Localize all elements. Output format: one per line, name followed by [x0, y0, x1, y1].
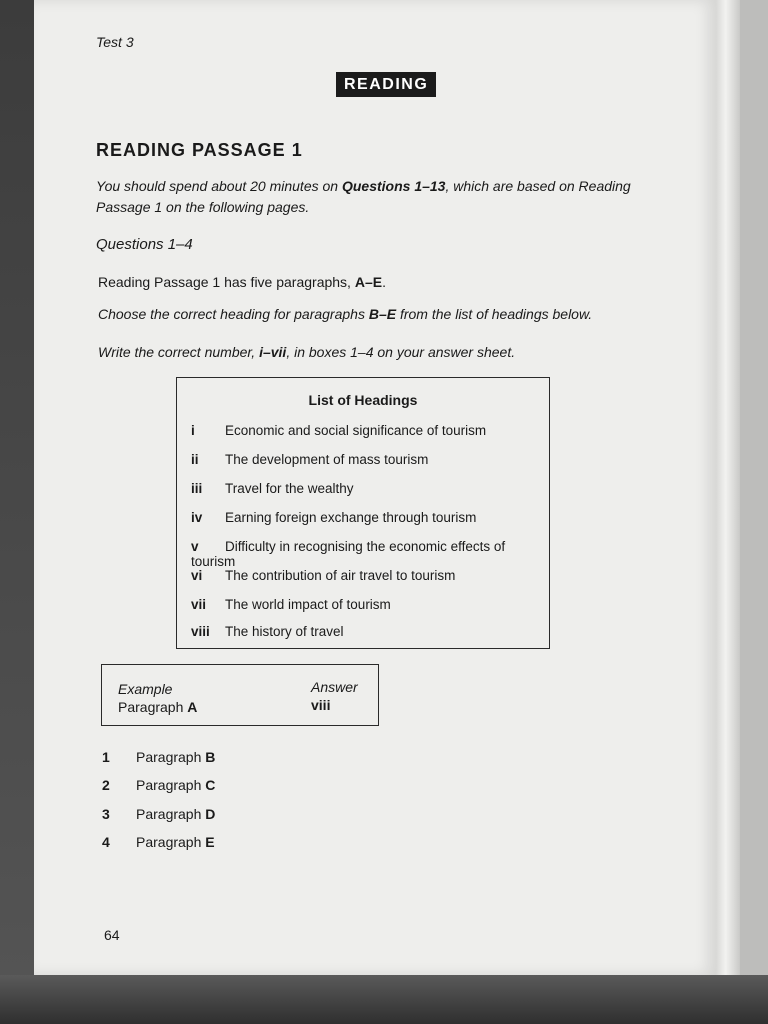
time-instruction-text-end: , which are based on Reading [445, 178, 631, 194]
section-badge: READING [336, 72, 436, 97]
heading-numeral: iv [191, 510, 203, 525]
question-paragraph-letter: C [205, 777, 216, 793]
heading-numeral: viii [191, 624, 210, 639]
write-answer-instruction [98, 342, 515, 363]
heading-text: The contribution of air travel to tourism [225, 568, 456, 583]
heading-numeral: ii [191, 452, 199, 467]
heading-numeral: i [191, 423, 195, 438]
heading-text: Earning foreign exchange through tourism [225, 510, 477, 525]
question-number: 1 [102, 749, 110, 765]
heading-text: Difficulty in recognising the economic effects of tourism [191, 539, 506, 569]
choose-range: B–E [368, 306, 397, 322]
page-number: 64 [104, 927, 120, 943]
heading-item [191, 510, 476, 525]
write-text: Write the correct number, [98, 344, 260, 360]
heading-item [191, 624, 344, 639]
choose-heading-instruction [98, 304, 592, 325]
example-paragraph-letter: A [187, 699, 198, 715]
choose-text-end: from the list of headings below. [396, 306, 593, 322]
question-number: 4 [102, 834, 110, 850]
heading-numeral: v [191, 539, 199, 554]
heading-text: The history of travel [225, 624, 344, 639]
example-paragraph [118, 699, 197, 715]
paragraph-count-range: A–E [354, 274, 383, 290]
choose-text: Choose the correct heading for paragraphs [98, 306, 369, 322]
heading-item [191, 597, 391, 612]
example-paragraph-word: Paragraph [118, 699, 188, 715]
question-paragraph-letter: E [205, 834, 215, 850]
question-number: 2 [102, 777, 110, 793]
question-item [102, 806, 215, 822]
list-of-headings-box [176, 377, 550, 649]
page-binding-edge [716, 0, 740, 975]
example-box [101, 664, 379, 726]
heading-text: Travel for the wealthy [225, 481, 354, 496]
heading-text: Economic and social significance of tourism [225, 423, 487, 438]
heading-item [191, 423, 486, 438]
question-item [102, 749, 215, 765]
heading-text: The world impact of tourism [225, 597, 391, 612]
time-instruction [96, 176, 686, 218]
question-paragraph-letter: D [205, 806, 216, 822]
heading-text: The development of mass tourism [225, 452, 429, 467]
question-number: 3 [102, 806, 110, 822]
scan-bottom-edge [0, 975, 768, 1024]
heading-item [191, 568, 455, 583]
scan-margin [740, 0, 768, 975]
question-paragraph-word: Paragraph [136, 806, 206, 822]
question-item [102, 834, 215, 850]
test-label: Test 3 [96, 34, 134, 50]
example-answer-label: Answer [311, 679, 358, 695]
list-of-headings-title: List of Headings [308, 392, 418, 408]
question-item [102, 777, 215, 793]
passage-title: READING PASSAGE 1 [96, 140, 303, 160]
time-instruction-text: You should spend about 20 minutes on [96, 178, 342, 194]
heading-item [191, 539, 549, 569]
example-answer-value: viii [311, 697, 331, 713]
paragraph-count-period: . [382, 274, 386, 290]
heading-item [191, 481, 354, 496]
time-instruction-line2: Passage 1 on the following pages. [96, 199, 310, 215]
question-paragraph-word: Paragraph [136, 777, 206, 793]
time-instruction-questions: Questions 1–13 [341, 178, 446, 194]
question-paragraph-word: Paragraph [136, 834, 206, 850]
example-label: Example [118, 681, 173, 697]
paragraph-count-instruction [98, 272, 386, 292]
heading-numeral: iii [191, 481, 203, 496]
questions-range-heading: Questions 1–4 [96, 236, 193, 253]
heading-numeral: vi [191, 568, 203, 583]
question-paragraph-letter: B [205, 749, 216, 765]
heading-item [191, 452, 428, 467]
question-paragraph-word: Paragraph [136, 749, 206, 765]
write-text-end: , in boxes 1–4 on your answer sheet. [286, 344, 516, 360]
paragraph-count-text: Reading Passage 1 has five paragraphs, [98, 274, 355, 290]
heading-numeral: vii [191, 597, 207, 612]
write-range: i–vii [259, 344, 287, 360]
